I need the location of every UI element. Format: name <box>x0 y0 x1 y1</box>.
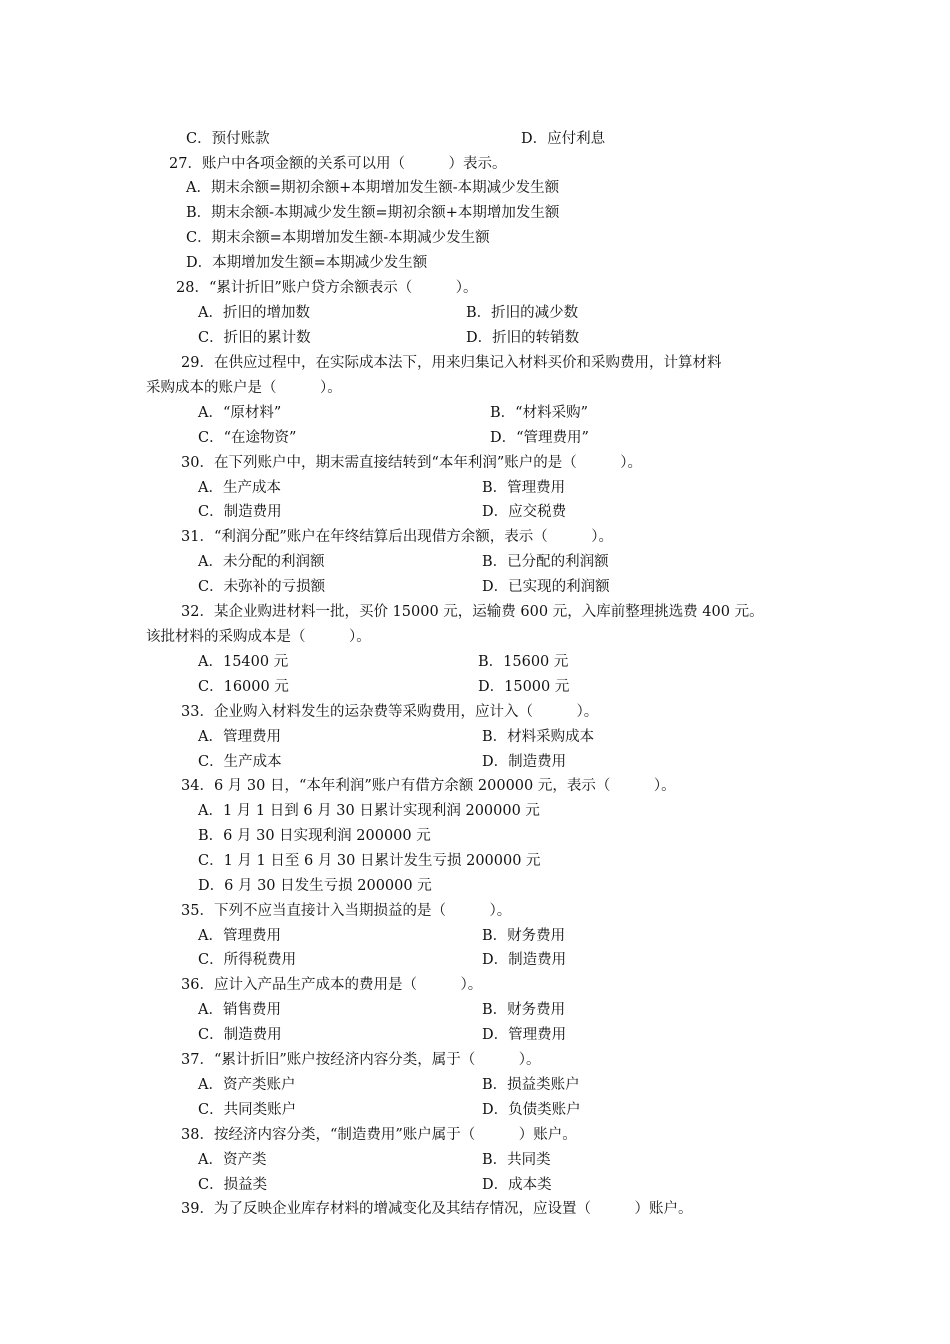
question-line: 27．账户中各项金额的关系可以用（ ）表示。 <box>169 156 507 172</box>
question-line: 34．6 月 30 日，“本年利润”账户有借方余额 200000 元，表示（ ）。 <box>181 778 676 794</box>
option-line: D．成本类 <box>482 1177 552 1193</box>
option-line: D．制造费用 <box>482 952 567 968</box>
question-line: 采购成本的账户是（ ）。 <box>146 380 342 396</box>
option-line: B．材料采购成本 <box>482 729 595 745</box>
option-line: B．6 月 30 日实现利润 200000 元 <box>198 828 431 844</box>
option-line: B．期末余额-本期减少发生额=期初余额+本期增加发生额 <box>186 205 560 221</box>
question-line: 29．在供应过程中，在实际成本法下，用来归集记入材料买价和采购费用，计算材料 <box>181 355 722 371</box>
option-line: D．制造费用 <box>482 754 567 770</box>
option-line: D．“管理费用” <box>490 430 589 446</box>
option-line: A．1 月 1 日到 6 月 30 日累计实现利润 200000 元 <box>198 803 540 819</box>
question-line: 36．应计入产品生产成本的费用是（ ）。 <box>181 977 483 993</box>
option-line: B．15600 元 <box>478 654 569 670</box>
option-line: C．制造费用 <box>198 504 282 520</box>
option-line: D．应交税费 <box>482 504 567 520</box>
option-line: C．16000 元 <box>198 679 289 695</box>
option-line: C．共同类账户 <box>198 1102 297 1118</box>
option-line: A．管理费用 <box>198 928 281 944</box>
option-line: D．本期增加发生额=本期减少发生额 <box>186 255 428 271</box>
question-line: 37．“累计折旧”账户按经济内容分类，属于（ ）。 <box>181 1052 541 1068</box>
question-line: 30．在下列账户中，期末需直接结转到“本年利润”账户的是（ ）。 <box>181 455 643 471</box>
option-line: C．生产成本 <box>198 754 282 770</box>
question-line: 该批材料的采购成本是（ ）。 <box>146 629 371 645</box>
option-line: B．已分配的利润额 <box>482 554 609 570</box>
option-line: B．共同类 <box>482 1152 551 1168</box>
option-line: B．财务费用 <box>482 928 566 944</box>
option-line: B．管理费用 <box>482 480 566 496</box>
option-line: C．制造费用 <box>198 1027 282 1043</box>
option-line: C．期末余额=本期增加发生额-本期减少发生额 <box>186 230 490 246</box>
option-line: B．财务费用 <box>482 1002 566 1018</box>
option-line: D．6 月 30 日发生亏损 200000 元 <box>198 878 432 894</box>
option-line: A．“原材料” <box>198 405 282 421</box>
option-line: C．折旧的累计数 <box>198 330 311 346</box>
question-line: 28．“累计折旧”账户贷方余额表示（ ）。 <box>176 280 478 296</box>
option-line: A．期末余额=期初余额+本期增加发生额-本期减少发生额 <box>186 180 560 196</box>
option-line: B．折旧的减少数 <box>466 305 579 321</box>
option-line: A．15400 元 <box>198 654 289 670</box>
option-line: D．负债类账户 <box>482 1102 581 1118</box>
question-line: 33．企业购入材料发生的运杂费等采购费用，应计入（ ）。 <box>181 704 599 720</box>
option-line: D．折旧的转销数 <box>466 330 580 346</box>
question-line: 35．下列不应当直接计入当期损益的是（ ）。 <box>181 903 512 919</box>
question-line: 38．按经济内容分类，“制造费用”账户属于（ ）账户。 <box>181 1127 577 1143</box>
option-line: A．生产成本 <box>198 480 281 496</box>
option-line: A．管理费用 <box>198 729 281 745</box>
option-line: D．管理费用 <box>482 1027 567 1043</box>
question-line: 32．某企业购进材料一批，买价 15000 元，运输费 600 元，入库前整理挑选费 400 元。 <box>181 604 764 620</box>
option-line: D．已实现的利润额 <box>482 579 610 595</box>
option-line: C．“在途物资” <box>198 430 297 446</box>
question-line: 31．“利润分配”账户在年终结算后出现借方余额，表示（ ）。 <box>181 529 614 545</box>
option-line: C．未弥补的亏损额 <box>198 579 326 595</box>
option-line: C．损益类 <box>198 1177 268 1193</box>
option-line: A．销售费用 <box>198 1002 281 1018</box>
option-line: B．“材料采购” <box>490 405 588 421</box>
question-line: 39．为了反映企业库存材料的增减变化及其结存情况，应设置（ ）账户。 <box>181 1201 693 1217</box>
option-line: C．所得税费用 <box>198 952 297 968</box>
option-line: A．折旧的增加数 <box>198 305 310 321</box>
option-line: A．资产类 <box>198 1152 267 1168</box>
option-line: C．预付账款 <box>186 131 270 147</box>
option-line: B．损益类账户 <box>482 1077 580 1093</box>
option-line: D．应付利息 <box>521 131 606 147</box>
option-line: C．1 月 1 日至 6 月 30 日累计发生亏损 200000 元 <box>198 853 541 869</box>
option-line: D．15000 元 <box>478 679 570 695</box>
option-line: A．未分配的利润额 <box>198 554 325 570</box>
option-line: A．资产类账户 <box>198 1077 296 1093</box>
